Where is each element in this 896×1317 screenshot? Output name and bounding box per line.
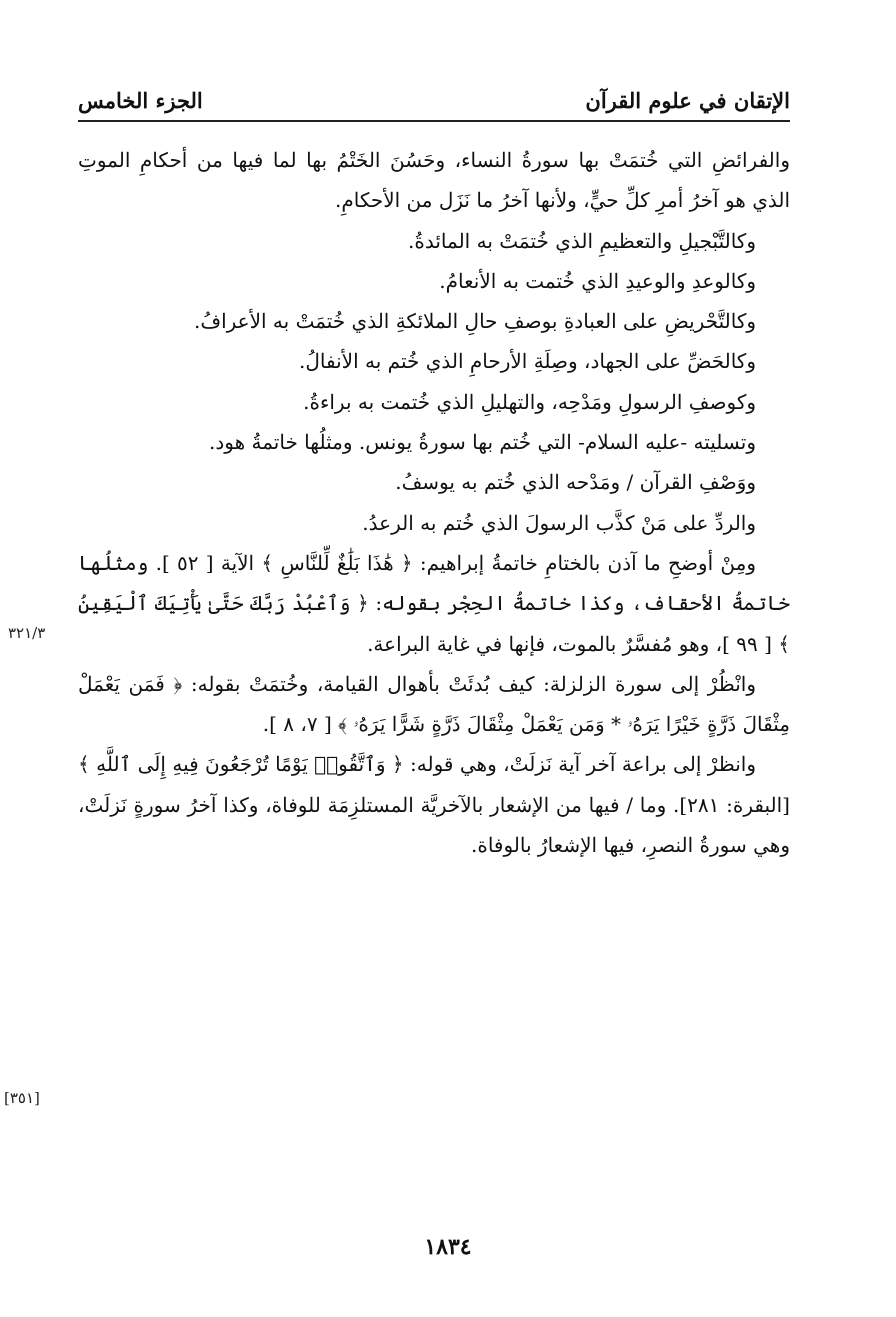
volume-label: الجزء الخامس (78, 87, 203, 113)
paragraph: ومِنْ أوضحِ ما آذن بالختامِ خاتمةُ إبراهيم: ﴿ هَٰذَا بَلَٰغٌ لِّلنَّاسِ ﴾ الآية [ ٥٢ ]. ومثلُها خاتمةُ الأحقاف، وكذا خاتمةُ الحِجْر بقوله: ﴿ وَٱعْبُدْ رَبَّكَ حَتَّىٰ يَأْتِيَكَ ٱلْيَقِينُ ﴾ [ ٩٩ ]، وهو مُفسَّرٌ بالموت، فإنها في غاية البراعة. (78, 550, 790, 656)
paragraph: وكالحَضِّ على الجهاد، وصِلَةِ الأرحامِ الذي خُتم به الأنفالُ. (299, 349, 756, 374)
margin-reference: ٣٢١/٣ (8, 624, 46, 642)
paragraph: وكوصفِ الرسولِ ومَدْحِه، والتهليلِ الذي خُتمت به براءةُ. (303, 389, 756, 414)
paragraph: وانْظُرْ إلى سورة الزلزلة: كيف بُدئَتْ بأهوال القيامة، وخُتمَتْ بقوله: ﴿ فَمَن يَعْمَلْ مِثْقَالَ ذَرَّةٍ خَيْرًا يَرَهُۥ * وَمَن يَعْمَلْ مِثْقَالَ ذَرَّةٍ شَرًّا يَرَهُۥ ﴾ [ ٧، ٨ ]. (78, 671, 790, 737)
main-text (78, 140, 790, 865)
paragraph: وكالتَّبْجيلِ والتعظيمِ الذي خُتمَتْ به المائدةُ. (408, 228, 756, 253)
paragraph: وكالوعدِ والوعيدِ الذي خُتمت به الأنعامُ. (439, 268, 756, 293)
page-number: ١٨٣٤ (424, 1234, 472, 1260)
running-header (78, 78, 790, 122)
book-title: الإتقان في علوم القرآن (585, 87, 790, 113)
paragraph: والفرائضِ التي خُتمَتْ بها سورةُ النساء، وحَسُنَ الخَتْمُ بها لما فيها من أحكامِ الموتِ الذي هو آخرُ أمرِ كلِّ حيٍّ، ولأنها آخرُ ما نَزَل من الأحكامِ. (78, 148, 790, 213)
header-rule (78, 120, 790, 122)
paragraph: وانظرْ إلى براعة آخر آية نَزلَتْ، وهي قوله: ﴿ وَٱتَّقُوا۟ يَوْمًا تُرْجَعُونَ فِيهِ إِلَى ٱللَّهِ ﴾ [البقرة: ٢٨١]. وما / فيها من الإشعار بالآخريَّة المستلزِمَة للوفاة، وكذا آخرُ سورةٍ نَزلَتْ، وهي سورةُ النصرِ، فيها الإشعارُ بالوفاة. (78, 752, 790, 858)
paragraph: ووَصْفِ القرآن / ومَدْحه الذي خُتم به يوسفُ. (395, 470, 756, 495)
margin-reference: [٣٥١] (4, 1089, 40, 1107)
paragraph: وكالتَّحْريضِ على العبادةِ بوصفِ حالِ الملائكةِ الذي خُتمَتْ به الأعرافُ. (194, 309, 756, 334)
paragraph: وتسليته -عليه السلام- التي خُتم بها سورةُ يونس. ومثلُها خاتمةُ هود. (209, 430, 756, 455)
paragraph: والردِّ على مَنْ كذَّب الرسولَ الذي خُتم به الرعدُ. (362, 510, 756, 535)
